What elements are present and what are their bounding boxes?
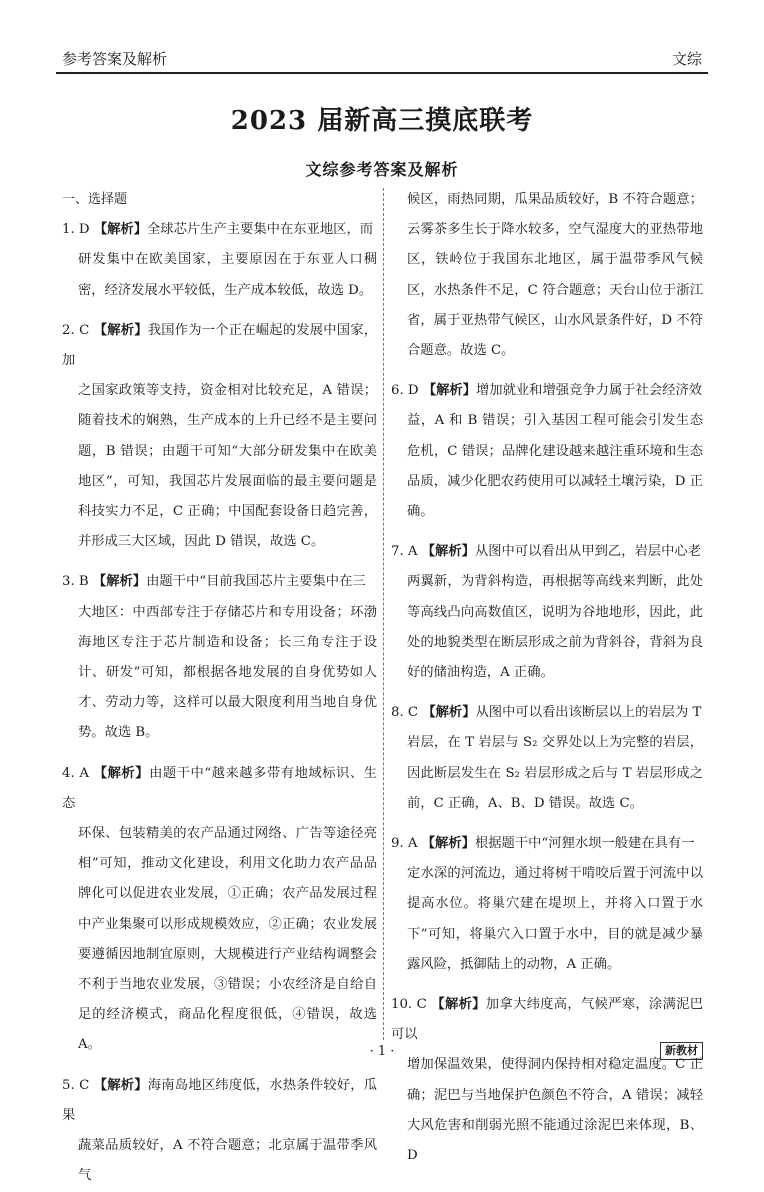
answer-number: 1. D <box>62 222 90 238</box>
answer-continuation: 研发集中在欧美国家，主要原因在于东亚人口稠密，经济发展水平较低，生产成本较低，故选 D。 <box>78 252 377 298</box>
answer-number: 9. A <box>391 836 418 852</box>
answer-number: 8. C <box>391 705 419 721</box>
answer-continuation: 环保、包装精美的农产品通过网络、广告等途径亮相”可知，推动文化建设，利用文化助力农产品品牌化可以促进农业发展，①正确；农产品发展过程中产业集聚可以形成规模效应，②正确；农业发展要遵循因地制宜原则，大规模进行产业结构调整会不利于当地农业发展，③错误；小农经济是自给自足的经济模式，商品化程度很低，④错误，故选 A。 <box>78 826 377 1053</box>
answer-first-line <box>62 215 377 245</box>
answer-item <box>391 698 703 819</box>
analysis-tag: 【解析】 <box>93 1077 148 1093</box>
analysis-tag: 【解析】 <box>421 544 475 560</box>
answer-text: 增加就业和增强竞争力属于社会经济效 <box>476 383 703 399</box>
answer-continuation: 岩层，在 T 岩层与 S₂ 交界处以上为完整的岩层，因此断层发生在 S₂ 岩层形成之后与 T 岩层形成之前，C 正确，A、B、D 错误。故选 C。 <box>407 735 703 811</box>
answer-continuation: 两翼新，为背斜构造，再根据等高线来判断，此处等高线凸向高数值区，说明为谷地地形，因此，此处的地貌类型在断层形成之前为背斜谷，背斜为良好的储油构造，A 正确。 <box>407 574 703 681</box>
answer-number: 3. B <box>62 574 89 590</box>
answer-first-line <box>62 316 377 376</box>
right-column <box>391 185 703 1171</box>
answer-item <box>62 759 377 1061</box>
analysis-tag: 【解析】 <box>422 383 476 399</box>
analysis-tag: 【解析】 <box>93 222 147 238</box>
answer-text: 由题干中“越来越多带有地域标识、生态 <box>62 765 377 811</box>
page-title: 2023 届新高三摸底联考 <box>230 106 534 136</box>
section-heading: 一、选择题 <box>62 192 128 207</box>
answer-first-line <box>62 567 377 597</box>
answer-item <box>391 990 703 1171</box>
answer-number: 2. C <box>62 322 90 338</box>
answer-continuation: 蔬菜品质较好，A 不符合题意；北京属于温带季风气 <box>78 1138 377 1184</box>
answer-item <box>62 215 377 306</box>
column-divider <box>383 188 384 1040</box>
analysis-tag: 【解析】 <box>93 322 148 338</box>
analysis-tag: 【解析】 <box>92 574 147 590</box>
answer-number: 6. D <box>391 383 419 399</box>
answer-first-line <box>62 759 377 819</box>
answer-continuation: 之国家政策等支持，资金相对比较充足，A 错误；随着技术的娴熟，生产成本的上升已经不是主要问题，B 错误；由题干可知“大部分研发集中在欧美地区”，可知，我国芯片发展面临的最主要问题是科技实力不足，C 正确；中国配套设备日趋完善，并形成三大区域，因此 D 错误，故选 C。 <box>78 383 377 550</box>
answer-first-line <box>391 829 703 859</box>
answer-text: 加拿大纬度高，气候严寒，涂满泥巴可以 <box>391 997 704 1043</box>
answer-first-line <box>391 376 703 406</box>
answer-first-line <box>391 698 703 728</box>
analysis-tag: 【解析】 <box>431 997 486 1013</box>
answer-item <box>391 376 703 527</box>
answer-item <box>391 537 703 688</box>
page-header <box>62 46 702 72</box>
answer-first-line <box>62 1071 377 1131</box>
answer-continuation: 大地区：中西部专注于存储芯片和专用设备；环渤海地区专注于芯片制造和设备；长三角专注于设计、研发”可知，都根据各地发展的自身优势如人才、劳动力等，这样可以最大限度利用当地自身优势。故选 B。 <box>78 604 377 741</box>
answer-text: 由题干中“目前我国芯片主要集中在三 <box>146 574 366 590</box>
answer-text: 根据题干中“河狸水坝一般建在具有一 <box>474 836 695 852</box>
answer-continuation: 增加保温效果，使得洞内保持相对稳定温度。C 正确；泥巴与当地保护色颜色不符合，A 错误；减轻大风危害和削弱光照不能通过涂泥巴来体现，B、D <box>407 1057 703 1164</box>
answer-number: 7. A <box>391 544 418 560</box>
answer-continuation: 益，A 和 B 错误；引入基因工程可能会引发生态危机，C 错误；品牌化建设越来越注重环境和生态品质，减少化肥农药使用可以减轻土壤污染，D 正确。 <box>407 413 703 520</box>
header-rule <box>56 72 708 74</box>
answer-item <box>391 829 703 980</box>
left-column <box>62 185 377 1192</box>
answer-item <box>62 567 377 748</box>
answer-first-line <box>391 990 703 1050</box>
answer-text: 海南岛地区纬度低，水热条件较好，瓜果 <box>62 1077 378 1123</box>
answer-item <box>62 316 377 558</box>
page-number: · 1 · <box>369 1044 395 1059</box>
edition-badge: 新教材 <box>660 1042 703 1060</box>
header-right-label: 文综 <box>671 50 702 68</box>
header-left-label: 参考答案及解析 <box>62 50 168 68</box>
page-subtitle: 文综参考答案及解析 <box>305 160 459 179</box>
answer-first-line <box>391 537 703 567</box>
answer-continuation: 定水深的河流边，通过将树干啃咬后置于河流中以提高水位。将巢穴建在堤坝上，并将入口置于水下”可知，将巢穴入口置于水中，目的就是减少暴露风险，抵御陆上的动物，A 正确。 <box>407 866 703 972</box>
answer-text: 从图中可以看出该断层以上的岩层为 T <box>475 705 702 721</box>
analysis-tag: 【解析】 <box>422 705 476 721</box>
continuation-text: 候区，雨热同期，瓜果品质较好，B 不符合题意；云雾茶多生长于降水较多，空气湿度大的亚热带地区，铁岭位于我国东北地区，属于温带季风气候区，水热条件不足，C 符合题意；天台山位于浙江省，属于亚热带气候区，山水风景条件好，D 不符合题意。故选 C。 <box>407 192 703 359</box>
answer-number: 10. C <box>391 997 427 1013</box>
answer-number: 5. C <box>62 1077 90 1093</box>
answer-item <box>62 1071 377 1192</box>
analysis-tag: 【解析】 <box>421 836 475 852</box>
answer-text: 从图中可以看出从甲到乙，岩层中心老 <box>474 544 701 560</box>
analysis-tag: 【解析】 <box>93 765 150 781</box>
answer-text: 全球芯片生产主要集中在东亚地区，而 <box>147 222 374 238</box>
answer-number: 4. A <box>62 765 90 781</box>
answer-text: 我国作为一个正在崛起的发展中国家，加 <box>62 322 378 369</box>
